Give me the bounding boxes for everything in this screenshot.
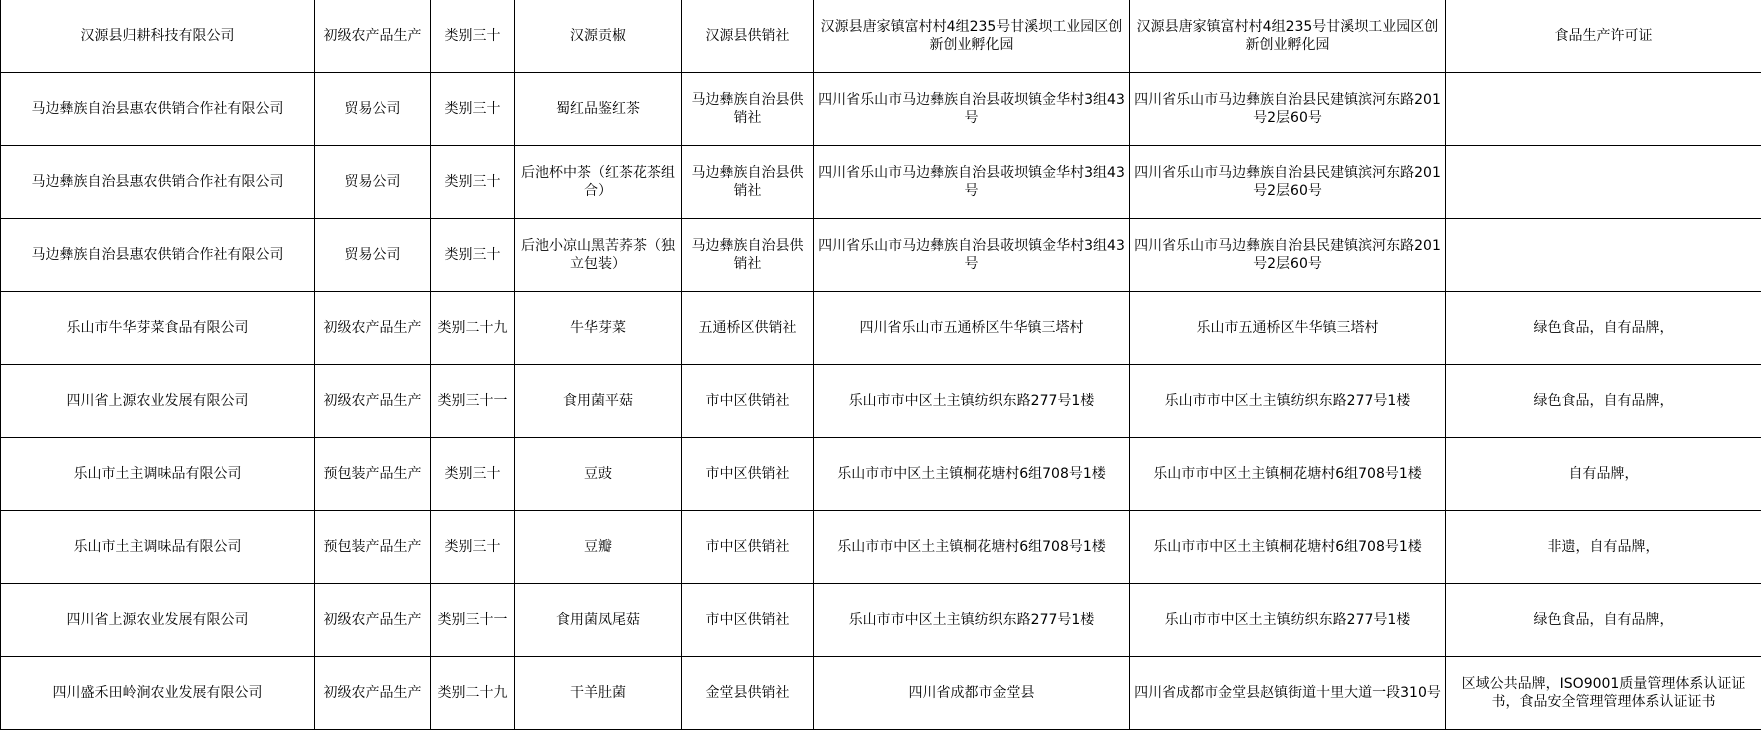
product-name-cell: 汉源贡椒 bbox=[515, 0, 682, 73]
product-name-cell: 豆瓣 bbox=[515, 511, 682, 584]
supply-coop-cell: 市中区供销社 bbox=[682, 365, 814, 438]
table-row bbox=[1, 438, 1761, 511]
category-cell: 类别三十 bbox=[431, 146, 515, 219]
enterprise-type-cell: 初级农产品生产 bbox=[315, 0, 431, 73]
registered-address-cell: 四川省乐山市马边彝族自治县荍坝镇金华村3组43号 bbox=[814, 219, 1130, 292]
registered-address-cell: 四川省乐山市马边彝族自治县荍坝镇金华村3组43号 bbox=[814, 73, 1130, 146]
company-cell: 乐山市牛华芽菜食品有限公司 bbox=[1, 292, 315, 365]
company-cell: 四川省上源农业发展有限公司 bbox=[1, 365, 315, 438]
enterprise-type-cell: 贸易公司 bbox=[315, 73, 431, 146]
category-cell: 类别二十九 bbox=[431, 657, 515, 730]
table-row bbox=[1, 511, 1761, 584]
supply-coop-cell: 马边彝族自治县供销社 bbox=[682, 146, 814, 219]
certifications-cell: 非遗，自有品牌， bbox=[1446, 511, 1761, 584]
supply-coop-cell: 金堂县供销社 bbox=[682, 657, 814, 730]
supply-coop-cell: 马边彝族自治县供销社 bbox=[682, 219, 814, 292]
certifications-cell bbox=[1446, 146, 1761, 219]
enterprise-type-cell: 初级农产品生产 bbox=[315, 292, 431, 365]
supply-coop-cell: 马边彝族自治县供销社 bbox=[682, 73, 814, 146]
product-name-cell: 后池小凉山黑苦荞茶（独立包装） bbox=[515, 219, 682, 292]
company-cell: 乐山市土主调味品有限公司 bbox=[1, 511, 315, 584]
product-name-cell: 蜀红品鉴红茶 bbox=[515, 73, 682, 146]
product-name-cell: 食用菌平菇 bbox=[515, 365, 682, 438]
category-cell: 类别三十 bbox=[431, 511, 515, 584]
certifications-cell: 绿色食品，自有品牌， bbox=[1446, 584, 1761, 657]
registered-address-cell: 汉源县唐家镇富村村4组235号甘溪坝工业园区创新创业孵化园 bbox=[814, 0, 1130, 73]
category-cell: 类别三十 bbox=[431, 0, 515, 73]
company-cell: 汉源县归耕科技有限公司 bbox=[1, 0, 315, 73]
supply-coop-cell: 汉源县供销社 bbox=[682, 0, 814, 73]
category-cell: 类别三十一 bbox=[431, 584, 515, 657]
production-address-cell: 乐山市市中区土主镇桐花塘村6组708号1楼 bbox=[1130, 511, 1446, 584]
enterprise-type-cell: 预包装产品生产 bbox=[315, 438, 431, 511]
table-row bbox=[1, 0, 1761, 73]
production-address-cell: 乐山市市中区土主镇纺织东路277号1楼 bbox=[1130, 584, 1446, 657]
category-cell: 类别二十九 bbox=[431, 292, 515, 365]
certifications-cell: 食品生产许可证 bbox=[1446, 0, 1761, 73]
production-address-cell: 乐山市市中区土主镇桐花塘村6组708号1楼 bbox=[1130, 438, 1446, 511]
table-row bbox=[1, 584, 1761, 657]
enterprise-type-cell: 贸易公司 bbox=[315, 219, 431, 292]
enterprise-type-cell: 初级农产品生产 bbox=[315, 584, 431, 657]
certifications-cell: 绿色食品，自有品牌， bbox=[1446, 292, 1761, 365]
registered-address-cell: 四川省成都市金堂县 bbox=[814, 657, 1130, 730]
enterprise-type-cell: 预包装产品生产 bbox=[315, 511, 431, 584]
registered-address-cell: 四川省乐山市马边彝族自治县荍坝镇金华村3组43号 bbox=[814, 146, 1130, 219]
production-address-cell: 四川省乐山市马边彝族自治县民建镇滨河东路201号2层60号 bbox=[1130, 219, 1446, 292]
supply-coop-cell: 市中区供销社 bbox=[682, 511, 814, 584]
table-row bbox=[1, 292, 1761, 365]
enterprise-type-cell: 贸易公司 bbox=[315, 146, 431, 219]
registered-address-cell: 乐山市市中区土主镇桐花塘村6组708号1楼 bbox=[814, 438, 1130, 511]
product-name-cell: 后池杯中茶（红茶花茶组合） bbox=[515, 146, 682, 219]
production-address-cell: 四川省成都市金堂县赵镇街道十里大道一段310号 bbox=[1130, 657, 1446, 730]
registered-address-cell: 乐山市市中区土主镇桐花塘村6组708号1楼 bbox=[814, 511, 1130, 584]
company-cell: 四川盛禾田岭涧农业发展有限公司 bbox=[1, 657, 315, 730]
company-cell: 乐山市土主调味品有限公司 bbox=[1, 438, 315, 511]
production-address-cell: 乐山市五通桥区牛华镇三塔村 bbox=[1130, 292, 1446, 365]
product-name-cell: 食用菌凤尾菇 bbox=[515, 584, 682, 657]
company-cell: 四川省上源农业发展有限公司 bbox=[1, 584, 315, 657]
category-cell: 类别三十 bbox=[431, 73, 515, 146]
enterprise-type-cell: 初级农产品生产 bbox=[315, 365, 431, 438]
production-address-cell: 汉源县唐家镇富村村4组235号甘溪坝工业园区创新创业孵化园 bbox=[1130, 0, 1446, 73]
registered-address-cell: 乐山市市中区土主镇纺织东路277号1楼 bbox=[814, 584, 1130, 657]
production-address-cell: 乐山市市中区土主镇纺织东路277号1楼 bbox=[1130, 365, 1446, 438]
certifications-cell bbox=[1446, 219, 1761, 292]
supply-coop-cell: 市中区供销社 bbox=[682, 438, 814, 511]
table-row bbox=[1, 657, 1761, 730]
supply-coop-cell: 五通桥区供销社 bbox=[682, 292, 814, 365]
category-cell: 类别三十 bbox=[431, 438, 515, 511]
table-row bbox=[1, 219, 1761, 292]
product-name-cell: 豆豉 bbox=[515, 438, 682, 511]
certifications-cell: 绿色食品，自有品牌， bbox=[1446, 365, 1761, 438]
table-row bbox=[1, 73, 1761, 146]
table-row bbox=[1, 146, 1761, 219]
registered-address-cell: 乐山市市中区土主镇纺织东路277号1楼 bbox=[814, 365, 1130, 438]
product-name-cell: 干羊肚菌 bbox=[515, 657, 682, 730]
registered-address-cell: 四川省乐山市五通桥区牛华镇三塔村 bbox=[814, 292, 1130, 365]
company-cell: 马边彝族自治县惠农供销合作社有限公司 bbox=[1, 146, 315, 219]
production-address-cell: 四川省乐山市马边彝族自治县民建镇滨河东路201号2层60号 bbox=[1130, 146, 1446, 219]
certifications-cell: 自有品牌， bbox=[1446, 438, 1761, 511]
category-cell: 类别三十 bbox=[431, 219, 515, 292]
company-cell: 马边彝族自治县惠农供销合作社有限公司 bbox=[1, 219, 315, 292]
company-cell: 马边彝族自治县惠农供销合作社有限公司 bbox=[1, 73, 315, 146]
production-address-cell: 四川省乐山市马边彝族自治县民建镇滨河东路201号2层60号 bbox=[1130, 73, 1446, 146]
certifications-cell bbox=[1446, 73, 1761, 146]
certifications-cell: 区域公共品牌，ISO9001质量管理体系认证证书，食品安全管理管理体系认证证书 bbox=[1446, 657, 1761, 730]
product-name-cell: 牛华芽菜 bbox=[515, 292, 682, 365]
supply-coop-cell: 市中区供销社 bbox=[682, 584, 814, 657]
enterprise-type-cell: 初级农产品生产 bbox=[315, 657, 431, 730]
category-cell: 类别三十一 bbox=[431, 365, 515, 438]
table-row bbox=[1, 365, 1761, 438]
